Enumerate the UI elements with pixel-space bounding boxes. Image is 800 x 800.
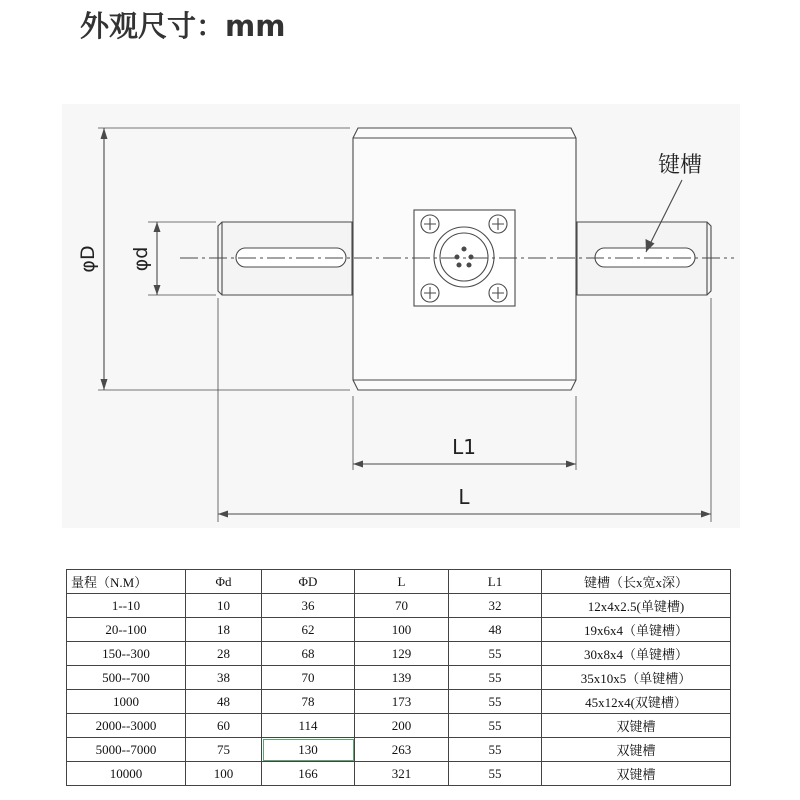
cell-keyway: 双键槽: [542, 738, 731, 762]
cell-total-length: 200: [355, 714, 449, 738]
cell-keyway: 19x6x4（单键槽）: [542, 618, 731, 642]
cell-shaft-diameter: 75: [186, 738, 262, 762]
cell-keyway: 双键槽: [542, 714, 731, 738]
table-row: [67, 618, 731, 642]
body-length-label: L1: [452, 435, 476, 459]
spec-table: [66, 569, 731, 786]
left-keyway: [236, 248, 346, 267]
header-outer-diameter: ΦD: [262, 570, 355, 594]
cell-range: 10000: [67, 762, 186, 786]
cell-outer-diameter: 36: [262, 594, 355, 618]
cell-outer-diameter: 68: [262, 642, 355, 666]
cell-total-length: 263: [355, 738, 449, 762]
table-row: [67, 642, 731, 666]
total-length-label: L: [458, 485, 470, 509]
torque-sensor-drawing: [62, 104, 740, 528]
cell-shaft-diameter: 10: [186, 594, 262, 618]
table-row: [67, 738, 731, 762]
cell-total-length: 70: [355, 594, 449, 618]
cell-range: 20--100: [67, 618, 186, 642]
cell-total-length: 100: [355, 618, 449, 642]
shaft-diameter-label: φd: [130, 246, 152, 272]
cell-outer-diameter-selected[interactable]: 130: [262, 738, 355, 762]
header-shaft-diameter: Φd: [186, 570, 262, 594]
cell-body-length: 55: [449, 666, 542, 690]
cell-shaft-diameter: 38: [186, 666, 262, 690]
keyway-label: 键槽: [658, 153, 703, 178]
table-row: [67, 714, 731, 738]
page-title: 外观尺寸：mm: [80, 9, 286, 43]
table-header-row: [67, 570, 731, 594]
cell-body-length: 32: [449, 594, 542, 618]
cell-outer-diameter: 62: [262, 618, 355, 642]
cell-outer-diameter: 70: [262, 666, 355, 690]
cell-body-length: 55: [449, 762, 542, 786]
table-row: [67, 762, 731, 786]
cell-shaft-diameter: 60: [186, 714, 262, 738]
cell-shaft-diameter: 18: [186, 618, 262, 642]
cell-body-length: 55: [449, 642, 542, 666]
cell-keyway: 30x8x4（单键槽）: [542, 642, 731, 666]
cell-keyway: 35x10x5（单键槽）: [542, 666, 731, 690]
cell-outer-diameter: 114: [262, 714, 355, 738]
table-row: [67, 594, 731, 618]
header-body-length: L1: [449, 570, 542, 594]
cell-range: 500--700: [67, 666, 186, 690]
cell-outer-diameter: 78: [262, 690, 355, 714]
cell-outer-diameter: 166: [262, 762, 355, 786]
cell-keyway: 45x12x4(双键槽）: [542, 690, 731, 714]
outer-diameter-label: φD: [77, 245, 99, 273]
cell-body-length: 48: [449, 618, 542, 642]
cell-shaft-diameter: 28: [186, 642, 262, 666]
right-keyway: [595, 248, 695, 267]
cell-total-length: 139: [355, 666, 449, 690]
cell-keyway: 12x4x2.5(单键槽): [542, 594, 731, 618]
cell-shaft-diameter: 48: [186, 690, 262, 714]
cell-range: 5000--7000: [67, 738, 186, 762]
cell-shaft-diameter: 100: [186, 762, 262, 786]
cell-body-length: 55: [449, 690, 542, 714]
cell-range: 150--300: [67, 642, 186, 666]
cell-total-length: 129: [355, 642, 449, 666]
cell-range: 2000--3000: [67, 714, 186, 738]
cell-body-length: 55: [449, 714, 542, 738]
header-keyway: 键槽（长x宽x深）: [542, 570, 731, 594]
cell-total-length: 173: [355, 690, 449, 714]
header-total-length: L: [355, 570, 449, 594]
technical-drawing: [62, 104, 740, 528]
cell-body-length: 55: [449, 738, 542, 762]
cell-keyway: 双键槽: [542, 762, 731, 786]
header-range: 量程（N.M）: [67, 570, 186, 594]
table-row: [67, 690, 731, 714]
cell-range: 1--10: [67, 594, 186, 618]
cell-range: 1000: [67, 690, 186, 714]
table-row: [67, 666, 731, 690]
cell-total-length: 321: [355, 762, 449, 786]
